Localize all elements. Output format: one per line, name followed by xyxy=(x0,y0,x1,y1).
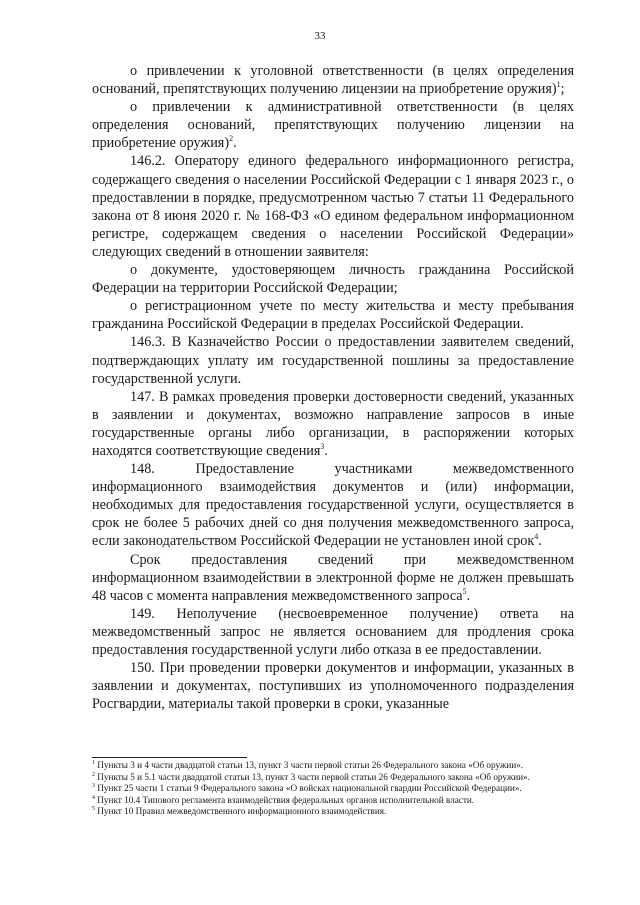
footnote-text: Пункты 5 и 5.1 части двадцатой статьи 13, пункт 3 части первой статьи 26 Федерального закона «Об оружии». xyxy=(95,771,530,782)
footnote-ref: 4 xyxy=(534,532,539,542)
paragraph-text: 147. В рамках проведения проверки достоверности сведений, указанных в заявлении и документах, возможно направление запросов в иные государственные органы либо организации, в распоряжении которых находятся соответствующие сведения xyxy=(92,388,574,459)
footnote-mark: 5 xyxy=(92,806,95,813)
footnote-text: Пункт 25 части 1 статьи 9 Федерального закона «О войсках национальной гвардии Российской Федерации». xyxy=(95,783,522,794)
footnote-mark: 3 xyxy=(92,783,95,790)
paragraph xyxy=(92,460,574,550)
footnote xyxy=(92,806,574,818)
paragraph-text: 149. Неполучение (несвоевременное получение) ответа на межведомственный запрос не является основанием для продления срока предоставления государственной услуги либо отказа в ее предоставлении. xyxy=(92,605,574,658)
footnote xyxy=(92,795,574,807)
footnote xyxy=(92,760,574,772)
footnote-mark: 2 xyxy=(92,771,95,778)
paragraph xyxy=(92,152,574,261)
paragraph-text: 146.3. В Казначейство России о предоставлении заявителем сведений, подтверждающих уплату им государственной пошлины за предоставление государственной услуги. xyxy=(92,334,574,387)
footnote-text: Пункты 3 и 4 части двадцатой статьи 13, пункт 3 части первой статьи 26 Федерального закона «Об оружии». xyxy=(95,760,524,770)
paragraph-suffix: . xyxy=(466,587,471,604)
paragraph-text: Срок предоставления сведений при межведомственном информационном взаимодействии в электронной форме не должен превышать 48 часов с момента направления межведомственного запроса xyxy=(92,551,574,604)
main-text xyxy=(92,62,574,713)
paragraph-text: 146.2. Оператору единого федерального информационного регистра, содержащего сведения о населении Российской Федерации с 1 января 2023 г., о предоставлении в порядке, предусмотренном частью 7 статьи 11 Федерального закона от 8 июня 2020 г. № 168-ФЗ «О едином федеральном информационном регистре, содержащем сведения о населении Российской Федерации» следующих сведений в отношении заявителя: xyxy=(92,153,574,260)
paragraph-text: о привлечении к уголовной ответственности (в целях определения оснований, препятствующих получению лицензии на приобретение оружия) xyxy=(92,63,574,98)
paragraph xyxy=(92,551,574,605)
footnote-ref: 3 xyxy=(320,441,325,451)
footnote-ref: 2 xyxy=(229,134,234,144)
paragraph-text: о документе, удостоверяющем личность гражданина Российской Федерации на территории Российской Федерации; xyxy=(92,262,574,297)
paragraph xyxy=(92,62,574,98)
paragraph xyxy=(92,659,574,713)
paragraph-suffix: . xyxy=(538,533,542,550)
footnote-text: Пункт 10.4 Типового регламента взаимодействия федеральных органов исполнительной власти. xyxy=(95,794,475,805)
paragraph xyxy=(92,388,574,460)
footnote-divider xyxy=(92,757,247,758)
paragraph-text: о привлечении к административной ответственности (в целях определения оснований, препятствующих получению лицензии на приобретение оружия) xyxy=(92,99,574,152)
footnote-ref: 1 xyxy=(556,80,561,90)
footnote-mark: 4 xyxy=(92,794,95,801)
paragraph-text: 150. При проведении проверки документов и информации, указанных в заявлении и документах, поступивших из уполномоченного подразделения Росгвардии, материалы такой проверки в сроки, указанные xyxy=(92,660,574,713)
paragraph-text: о регистрационном учете по месту жительства и месту пребывания гражданина Российской Федерации в пределах Российской Федерации. xyxy=(92,298,574,333)
paragraph xyxy=(92,333,574,387)
paragraph-suffix: ; xyxy=(560,81,565,98)
page-number: 33 xyxy=(314,30,326,42)
paragraph-suffix: . xyxy=(324,442,328,459)
footnote-ref: 5 xyxy=(462,586,467,596)
paragraph xyxy=(92,98,574,152)
footnote xyxy=(92,772,574,784)
paragraph xyxy=(92,261,574,297)
footnote xyxy=(92,783,574,795)
footnotes xyxy=(92,760,574,818)
paragraph xyxy=(92,605,574,659)
footnote-text: Пункт 10 Правил межведомственного информационного взаимодействия. xyxy=(95,806,387,817)
footnote-mark: 1 xyxy=(92,760,95,766)
paragraph-suffix: . xyxy=(233,135,237,152)
paragraph xyxy=(92,297,574,333)
paragraph-text: 148. Предоставление участниками межведомственного информационного взаимодействия документов и (или) информации, необходимых для предоставления государственной услуги, осуществляется в срок не более 5 рабочих дней со дня получения межведомственного запроса, если законодательством Российской Федерации не установлен иной срок xyxy=(92,461,574,550)
